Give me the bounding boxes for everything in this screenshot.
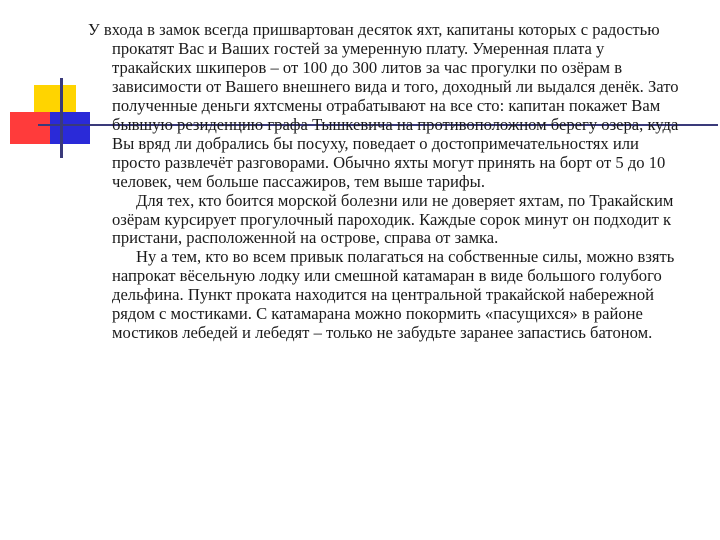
paragraph-yachts: У входа в замок всегда пришвартован десяток яхт, капитаны которых с радостью прокатят Вас и Ваших гостей за умеренную плату. Умеренная плата у тракайских шкиперов – от 100 до 300 литов за час прогулки по озёрам в зависимости от Вашего внешнего вида и того, доходный ли выдался денёк. Зато полученные деньги яхтсмены отрабатывают на все сто: капитан покажет Вам бывшую резиденцию графа Тышкевича на противоположном берегу озера, куда Вы вряд ли добрались бы посуху, поведает о достопримечательностях или просто развлечёт разговорами. Обычно яхты могут принять на борт от 5 до 10 человек, чем больше пассажиров, тем выше тарифы. — [88, 20, 679, 191]
paragraph-steamboat — [88, 192, 688, 249]
paragraph-steamboat-text: Для тех, кто боится морской болезни или не доверяет яхтам, по Тракайским озёрам курсирует прогулочный пароходик. Каждые сорок минут он подходит к пристани, расположенной на острове, справа от замка. — [112, 190, 674, 248]
red-square-decoration — [10, 112, 50, 144]
paragraph-catamaran — [88, 248, 688, 343]
vertical-line-decoration — [60, 78, 63, 158]
body-text — [88, 21, 688, 343]
blue-square-decoration — [50, 112, 90, 144]
paragraph-catamaran-text: Ну а тем, кто во всем привык полагаться на собственные силы, можно взять напрокат вёсельную лодку или смешной катамаран в виде большого голубого дельфина. Пункт проката находится на центральной тракайской набережной рядом с мостиками. С катамарана можно покормить «пасущихся» в районе мостиков лебедей и лебедят – только не забудьте заранее запастись батоном. — [112, 247, 675, 343]
